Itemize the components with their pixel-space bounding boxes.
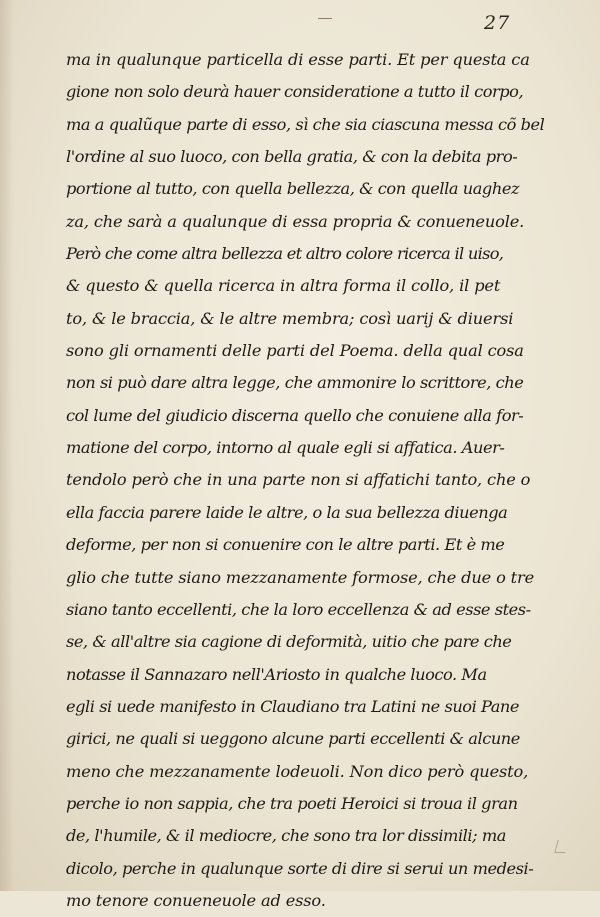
- top-rule: [318, 18, 332, 19]
- text-line: egli si uede manifesto in Claudiano tra Latini ne suoi Pane: [66, 696, 520, 716]
- text-line: ella faccia parere laide le altre, o la sua bellezza diuenga: [66, 502, 508, 522]
- text-line: siano tanto eccellenti, che la loro eccellenza & ad esse stes-: [66, 599, 531, 619]
- page-number: 27: [484, 12, 511, 34]
- text-line: mo tenore conueneuole ad esso.: [66, 890, 326, 910]
- text-line: ma a qualũque parte di esso, sì che sia ciascuna messa cõ bel: [66, 114, 545, 134]
- text-line: girici, ne quali si ueggono alcune parti eccellenti & alcune: [66, 729, 520, 749]
- text-line: portione al tutto, con quella bellezza, & con quella uaghez: [66, 179, 520, 199]
- text-line: perche io non sappia, che tra poeti Heroici si troua il gran: [66, 793, 518, 813]
- text-line: non si può dare altra legge, che ammonire lo scrittore, che: [66, 373, 524, 393]
- text-line: tendolo però che in una parte non si affatichi tanto, che o: [66, 470, 531, 490]
- text-line: col lume del giudicio discerna quello che conuiene alla for-: [66, 405, 524, 425]
- text-line: ma in qualunque particella di esse parti. Et per questa ca: [66, 50, 530, 69]
- text-line: gione non solo deurà hauer consideratione a tutto il corpo,: [66, 82, 524, 102]
- pencil-mark: [554, 840, 568, 853]
- text-line: matione del corpo, intorno al quale egli si affatica. Auer-: [66, 438, 505, 458]
- body-text: [66, 44, 545, 917]
- text-line: glio che tutte siano mezzanamente formose, che due o tre: [66, 567, 535, 587]
- text-line: l'ordine al suo luoco, con bella gratia, & con la debita pro-: [66, 147, 518, 167]
- text-line: de, l'humile, & il mediocre, che sono tra lor dissimili; ma: [66, 826, 506, 846]
- text-line: deforme, per non si conuenire con le altre parti. Et è me: [66, 535, 505, 555]
- text-line: notasse il Sannazaro nell'Ariosto in qualche luoco. Ma: [66, 664, 487, 684]
- text-line: meno che mezzanamente lodeuoli. Non dico però questo,: [66, 761, 529, 781]
- text-line: to, & le braccia, & le altre membra; così uarij & diuersi: [66, 308, 514, 328]
- text-line: sono gli ornamenti delle parti del Poema. della qual cosa: [66, 341, 524, 361]
- text-line: dicolo, perche in qualunque sorte di dire si serui un medesi-: [66, 858, 534, 878]
- text-line: za, che sarà a qualunque di essa propria & conueneuole.: [66, 211, 525, 231]
- text-line: & questo & quella ricerca in altra forma il collo, il pet: [66, 276, 501, 296]
- text-line: Però che come altra bellezza et altro colore ricerca il uiso,: [66, 244, 504, 264]
- text-line: se, & all'altre sia cagione di deformità, uitio che pare che: [66, 632, 512, 652]
